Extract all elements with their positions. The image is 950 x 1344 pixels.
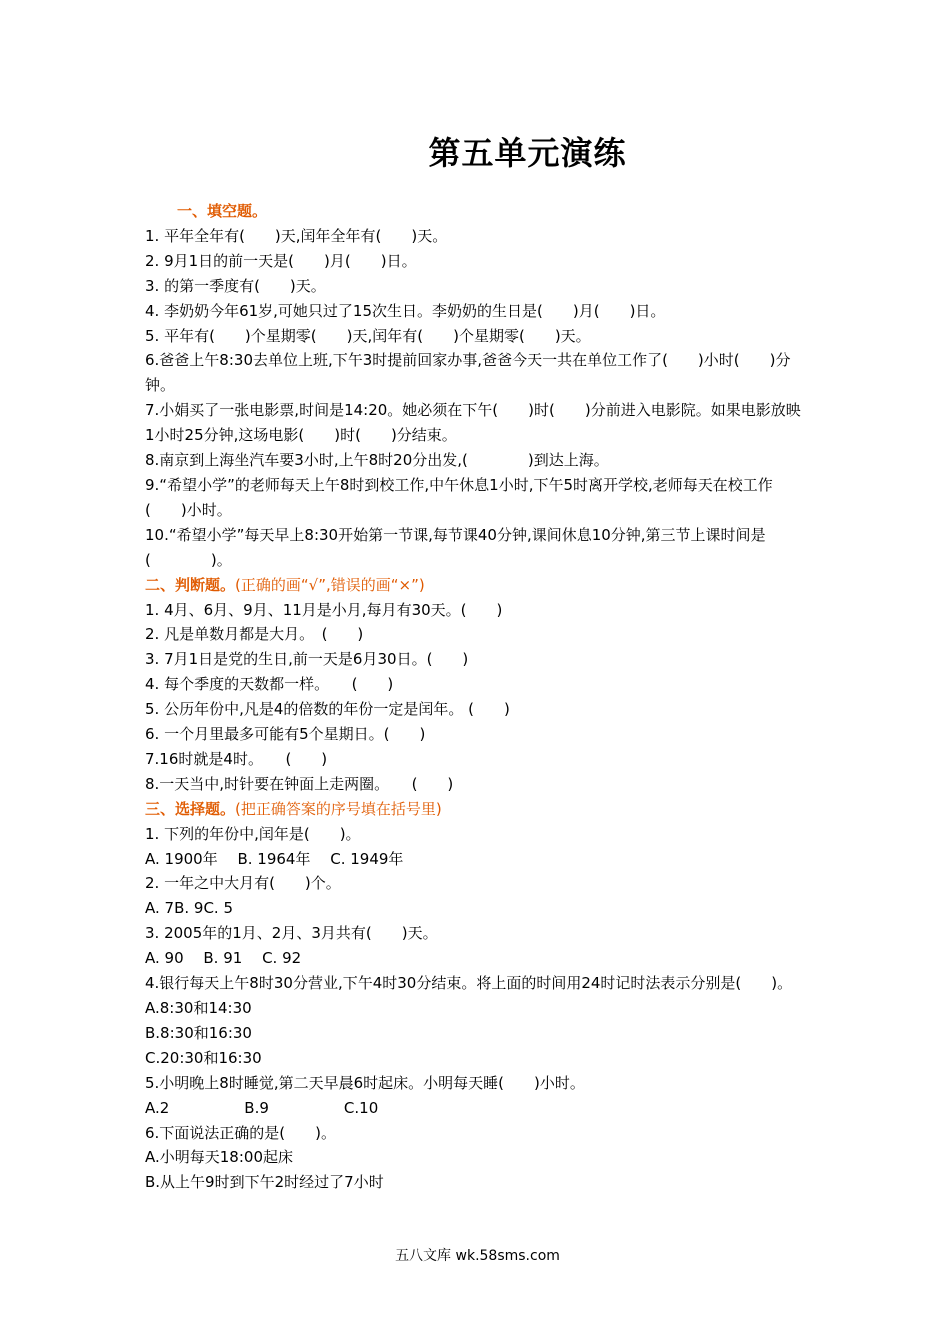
question-item: 7.小娟买了一张电影票,时间是14:20。她必须在下午( )时( )分前进入电影院。如果电影放映1小时25分钟,这场电影( )时( )分结束。 bbox=[145, 401, 801, 445]
question-item: 2. 凡是单数月都是大月。 ( ) bbox=[145, 625, 364, 644]
page-title: 第五单元演练 bbox=[428, 134, 627, 172]
answer-options: A. 7B. 9C. 5 bbox=[145, 899, 234, 918]
answer-option: A.小明每天18:00起床 bbox=[145, 1148, 293, 1167]
question-item: 7.16时就是4时。 ( ) bbox=[145, 749, 328, 768]
answer-option: B.从上午9时到下午2时经过了7小时 bbox=[145, 1173, 384, 1192]
question-item: 4. 李奶奶今年61岁,可她只过了15次生日。李奶奶的生日是( )月( )日。 bbox=[145, 301, 666, 320]
answer-option: B.8:30和16:30 bbox=[145, 1023, 252, 1042]
question-item: 5.小明晚上8时睡觉,第二天早晨6时起床。小明每天睡( )小时。 bbox=[145, 1073, 585, 1092]
question-item: 8.南京到上海坐汽车要3小时,上午8时20分出发,( )到达上海。 bbox=[145, 451, 609, 470]
answer-options: A.2 B.9 C.10 bbox=[145, 1098, 379, 1117]
question-item: 4. 每个季度的天数都一样。 ( ) bbox=[145, 675, 394, 694]
question-item: 6. 一个月里最多可能有5个星期日。( ) bbox=[145, 725, 426, 744]
question-item: 3. 2005年的1月、2月、3月共有( )天。 bbox=[145, 924, 438, 943]
question-item: 5. 公历年份中,凡是4的倍数的年份一定是闰年。 ( ) bbox=[145, 700, 510, 719]
answer-options: A. 1900年 B. 1964年 C. 1949年 bbox=[145, 849, 404, 868]
section-heading-judge-title: 二、判断题。 bbox=[145, 575, 236, 594]
question-item: 1. 平年全年有( )天,闰年全年有( )天。 bbox=[145, 226, 448, 245]
answer-option: C.20:30和16:30 bbox=[145, 1048, 262, 1067]
section-heading-choice-note: (把正确答案的序号填在括号里) bbox=[235, 799, 442, 818]
footer-watermark: 五八文库 wk.58sms.com bbox=[395, 1248, 560, 1264]
question-item: 2. 9月1日的前一天是( )月( )日。 bbox=[145, 251, 417, 270]
section-heading-choice bbox=[145, 797, 810, 822]
section-heading-choice-title: 三、选择题。 bbox=[145, 799, 236, 818]
question-item: 6.下面说法正确的是( )。 bbox=[145, 1123, 337, 1142]
question-item: 4.银行每天上午8时30分营业,下午4时30分结束。将上面的时间用24时记时法表示分别是( )。 bbox=[145, 974, 793, 993]
question-item: 8.一天当中,时针要在钟面上走两圈。 ( ) bbox=[145, 774, 454, 793]
question-item: 2. 一年之中大月有( )个。 bbox=[145, 874, 341, 893]
question-item: 3. 7月1日是党的生日,前一天是6月30日。( ) bbox=[145, 650, 469, 669]
section-heading-judge-note: (正确的画“√”,错误的画“×”) bbox=[235, 575, 425, 594]
question-item: 10.“希望小学”每天早上8:30开始第一节课,每节课40分钟,课间休息10分钟,第三节上课时间是( )。 bbox=[145, 525, 766, 569]
question-item: 1. 下列的年份中,闰年是( )。 bbox=[145, 824, 361, 843]
question-item: 3. 的第一季度有( )天。 bbox=[145, 276, 326, 295]
document-body bbox=[145, 199, 810, 1195]
section-heading-fill: 一、填空题。 bbox=[177, 202, 268, 220]
question-item: 9.“希望小学”的老师每天上午8时到校工作,中午休息1小时,下午5时离开学校,老师每天在校工作( )小时。 bbox=[145, 475, 773, 519]
section-heading-judge bbox=[145, 573, 810, 598]
question-item: 1. 4月、6月、9月、11月是小月,每月有30天。( ) bbox=[145, 600, 503, 619]
question-item: 5. 平年有( )个星期零( )天,闰年有( )个星期零( )天。 bbox=[145, 326, 591, 345]
answer-options: A. 90 B. 91 C. 92 bbox=[145, 949, 302, 968]
question-item: 6.爸爸上午8:30去单位上班,下午3时提前回家办事,爸爸今天一共在单位工作了( )小时( )分钟。 bbox=[145, 351, 791, 395]
answer-option: A.8:30和14:30 bbox=[145, 999, 252, 1017]
